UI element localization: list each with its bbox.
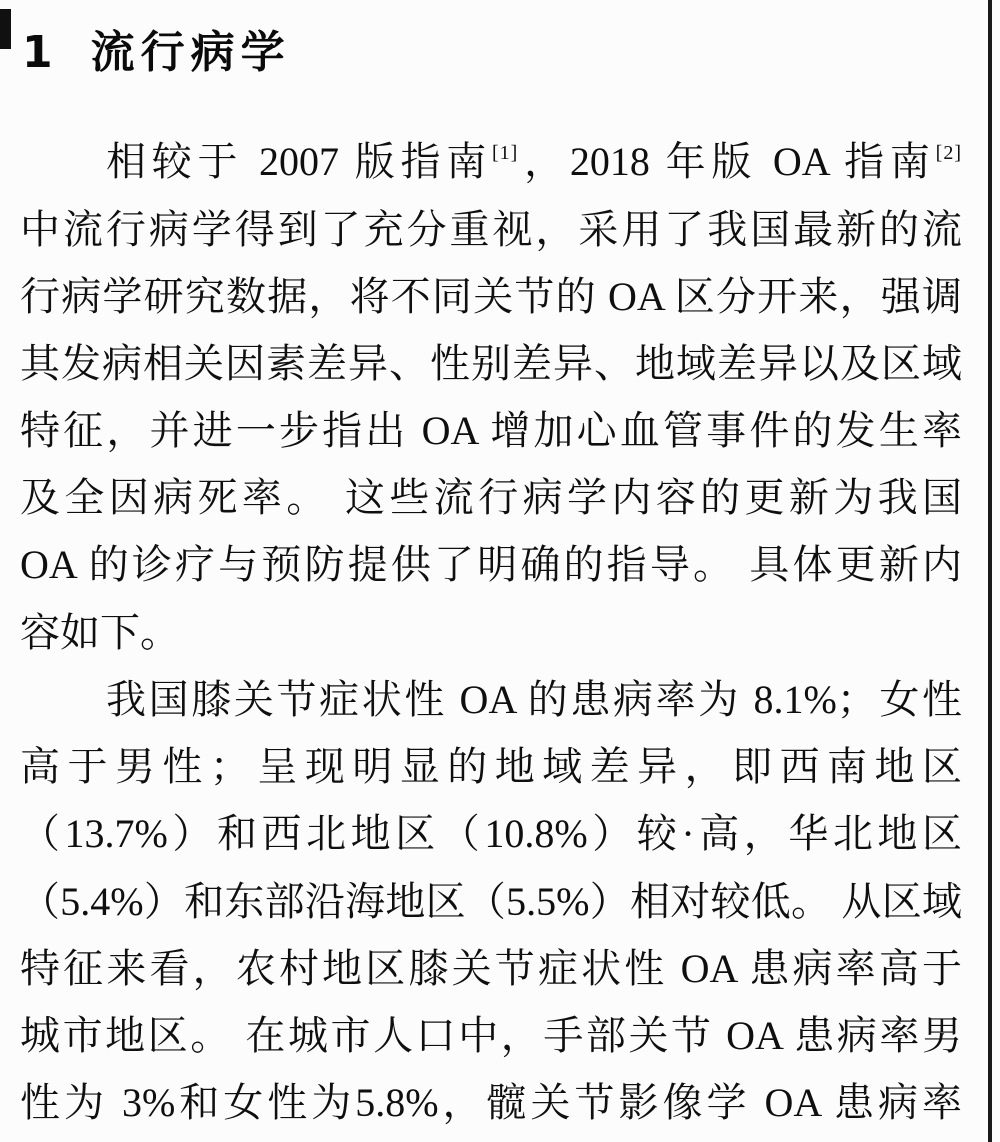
p2-line7: 性为 3%和女性为5.8%，髋关节影像学 OA 患病率 [20,1080,962,1125]
p1-line7: OA 的诊疗与预防提供了明确的指导。 具体更新内 [20,542,962,587]
p2-line3: （13.7%）和西北地区（10.8%）较·高，华北地区 [20,811,962,856]
citation-ref-2: [2] [935,142,962,164]
p1-line1-text: 相较于 2007 版指南 [106,139,493,184]
p1-line5: 特征，并进一步指出 OA 增加心血管事件的发生率 [20,408,962,453]
section-number: 1 [22,27,53,78]
p1-line2: 中流行病学得到了充分重视，采用了我国最新的流 [20,207,962,252]
p2-line4: （5.4%）和东部沿海地区（5.5%）相对较低。 从区域 [20,879,962,924]
section-title: 流行病学 [90,27,291,78]
section-heading [22,24,962,82]
citation-ref-1: [1] [492,142,519,164]
p2-line5: 特征来看，农村地区膝关节症状性 OA 患病率高于 [20,946,962,991]
p1-line1-text2: ，2018 年版 OA 指南 [518,139,936,184]
scan-edge-line [988,0,992,1142]
scan-artifact-mark [0,9,11,49]
p1-line4: 其发病相关因素差异、性别差异、地域差异以及区域 [20,341,962,386]
p2-line6: 城市地区。 在城市人口中，手部关节 OA 患病率男 [20,1013,962,1058]
p1-line1 [20,136,962,192]
p1-line3: 行病学研究数据，将不同关节的 OA 区分开来，强调 [20,274,962,319]
p1-line8: 容如下。 [20,610,180,655]
p2-line2: 高于男性；呈现明显的地域差异，即西南地区 [20,744,962,789]
p2-line1: 我国膝关节症状性 OA 的患病率为 8.1%；女性 [106,677,962,722]
p1-line6: 及全因病死率。 这些流行病学内容的更新为我国 [20,475,962,520]
